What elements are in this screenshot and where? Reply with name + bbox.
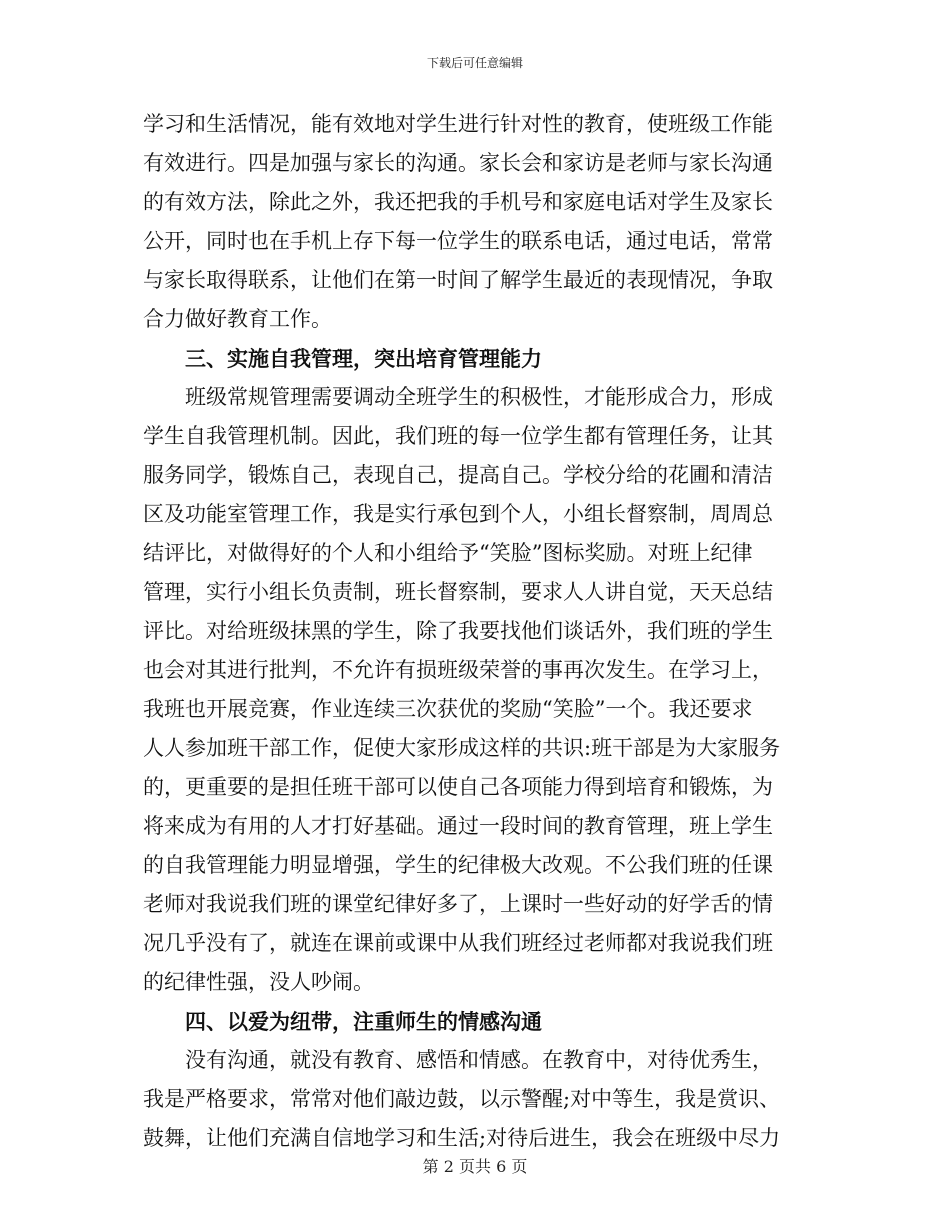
body-line: 也会对其进行批判，不允许有损班级荣誉的事再次发生。在学习上， bbox=[143, 658, 773, 682]
body-line: 我班也开展竞赛，作业连续三次获优的奖励“笑脸”一个。我还要求 bbox=[143, 697, 753, 721]
body-line: 的自我管理能力明显增强，学生的纪律极大改观。不公我们班的任课 bbox=[143, 853, 773, 877]
body-line: 服务同学，锻炼自己，表现自己，提高自己。学校分给的花圃和清洁 bbox=[143, 463, 773, 487]
body-line: 结评比，对做得好的个人和小组给予“笑脸”图标奖励。对班上纪律 bbox=[143, 541, 753, 565]
body-line: 我是严格要求，常常对他们敲边鼓，以示警醒;对中等生，我是赏识、 bbox=[143, 1087, 781, 1111]
page-number: 第 2 页共 6 页 bbox=[422, 1157, 528, 1176]
body-line: 老师对我说我们班的课堂纪律好多了，上课时一些好动的好学舌的情 bbox=[143, 892, 773, 916]
header-note: 下载后可任意编辑 bbox=[426, 56, 523, 70]
body-line: 学习和生活情况，能有效地对学生进行针对性的教育，使班级工作能 bbox=[143, 112, 773, 136]
body-line: 学生自我管理机制。因此，我们班的每一位学生都有管理任务，让其 bbox=[143, 424, 773, 448]
body-line: 将来成为有用的人才打好基础。通过一段时间的教育管理，班上学生 bbox=[143, 814, 773, 838]
section-heading: 四、以爱为纽带，注重师生的情感沟通 bbox=[185, 1009, 542, 1034]
body-line: 没有沟通，就没有教育、感悟和情感。在教育中，对待优秀生， bbox=[185, 1048, 773, 1072]
body-line: 人人参加班干部工作，促使大家形成这样的共识:班干部是为大家服务 bbox=[143, 736, 781, 760]
body-line: 有效进行。四是加强与家长的沟通。家长会和家访是老师与家长沟通 bbox=[143, 151, 773, 175]
body-line: 的纪律性强，没人吵闹。 bbox=[143, 970, 374, 994]
body-line: 况几乎没有了，就连在课前或课中从我们班经过老师都对我说我们班 bbox=[143, 931, 773, 955]
body-line: 评比。对给班级抹黑的学生，除了我要找他们谈话外，我们班的学生 bbox=[143, 619, 773, 643]
body-line: 与家长取得联系，让他们在第一时间了解学生最近的表现情况，争取 bbox=[143, 268, 773, 292]
body-line: 鼓舞，让他们充满自信地学习和生活;对待后进生，我会在班级中尽力 bbox=[143, 1126, 781, 1150]
body-line: 公开，同时也在手机上存下每一位学生的联系电话，通过电话，常常 bbox=[143, 229, 773, 253]
body-line: 班级常规管理需要调动全班学生的积极性，才能形成合力，形成 bbox=[185, 385, 773, 409]
section-heading: 三、实施自我管理，突出培育管理能力 bbox=[185, 346, 542, 371]
document-body bbox=[143, 105, 808, 1158]
body-line: 的有效方法，除此之外，我还把我的手机号和家庭电话对学生及家长 bbox=[143, 190, 773, 214]
body-line: 管理，实行小组长负责制，班长督察制，要求人人讲自觉，天天总结 bbox=[143, 580, 773, 604]
body-line: 的，更重要的是担任班干部可以使自己各项能力得到培育和锻炼，为 bbox=[143, 775, 773, 799]
body-line: 合力做好教育工作。 bbox=[143, 307, 332, 331]
body-line: 区及功能室管理工作，我是实行承包到个人，小组长督察制，周周总 bbox=[143, 502, 773, 526]
